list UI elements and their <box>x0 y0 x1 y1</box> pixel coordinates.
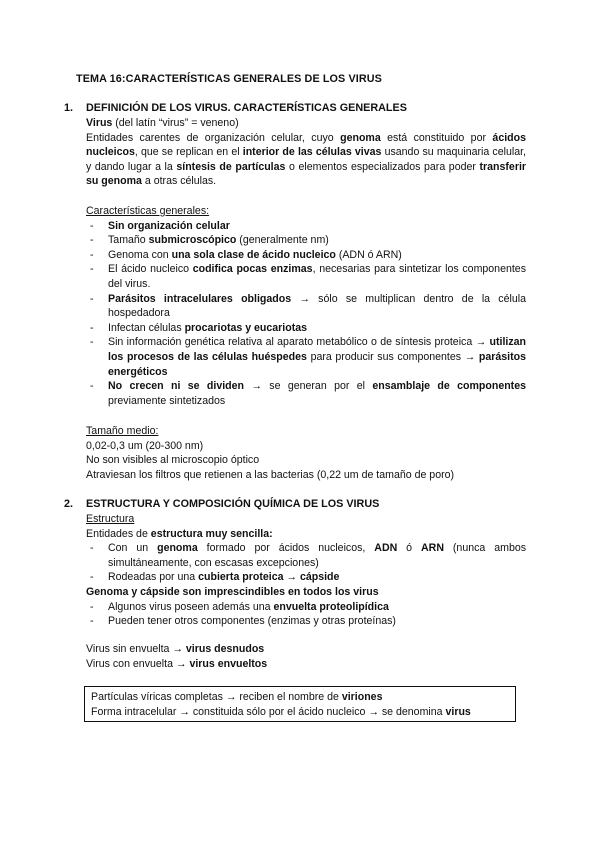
def-text: o elementos especializados para poder <box>285 160 480 173</box>
size-block <box>86 424 526 482</box>
characteristics-heading: Características generales: <box>86 205 210 217</box>
list-item <box>86 262 526 291</box>
list-item <box>86 292 526 321</box>
item-text: → se generan por el <box>243 380 373 393</box>
item-text: Rodeadas por una <box>108 571 199 584</box>
section-1-title: DEFINICIÓN DE LOS VIRUS. CARACTERÍSTICAS GENERALES <box>86 102 407 114</box>
structure-intro <box>86 527 526 542</box>
size-line: Atraviesan los filtros que retienen a las bacterias (0,22 um de tamaño de poro) <box>86 468 455 481</box>
item-text: formado por ácidos nucleicos, <box>197 542 375 555</box>
intro-text: Entidades de <box>86 527 151 540</box>
item-text: previamente sintetizados <box>108 394 226 407</box>
list-item <box>86 600 526 615</box>
structure-bold-line <box>86 585 526 600</box>
item-text: para producir sus componentes → <box>306 350 479 363</box>
list-item <box>86 570 526 585</box>
virus-definition <box>86 131 526 189</box>
def-text: está constituido por <box>380 131 493 144</box>
list-item <box>86 219 526 234</box>
item-text: Sin información genética relativa al aparato metabólico o de síntesis proteica → <box>108 336 490 349</box>
item-text: Genoma con <box>108 248 172 261</box>
list-item <box>86 321 526 336</box>
page-title: TEMA 16:CARACTERÍSTICAS GENERALES DE LOS VIRUS <box>76 73 382 85</box>
def-bold: interior de las células vivas <box>242 146 382 159</box>
virion-definition-box <box>84 686 516 722</box>
item-bold: codifica pocas enzimas <box>192 263 313 276</box>
item-text: Pueden tener otros componentes (enzimas y otras proteínas) <box>108 615 396 628</box>
section-2-title: ESTRUCTURA Y COMPOSICIÓN QUÍMICA DE LOS VIRUS <box>86 498 380 510</box>
bold-line-text: Genoma y cápside son imprescindibles en todos los virus <box>86 585 379 598</box>
def-text: Entidades carentes de organización celular, cuyo <box>86 131 341 144</box>
item-bold: No crecen ni se dividen <box>108 380 244 393</box>
list-item <box>86 335 526 379</box>
structure-block <box>86 512 526 629</box>
line-text: Virus con envuelta → <box>86 657 190 670</box>
size-line: No son visibles al microscopio óptico <box>86 454 260 467</box>
line-bold: virus envueltos <box>189 657 268 670</box>
structure-heading: Estructura <box>86 513 135 525</box>
line-text: Virus sin envuelta → <box>86 643 186 655</box>
virus-definition-block <box>86 116 526 189</box>
item-bold: ADN <box>374 542 398 555</box>
section-2-heading <box>64 497 379 512</box>
item-bold: genoma <box>157 542 198 555</box>
list-item <box>86 379 526 408</box>
item-text: (generalmente nm) <box>236 234 329 247</box>
characteristics-list <box>86 219 526 409</box>
section-2-number: 2. <box>64 498 74 510</box>
envelope-block <box>86 642 526 671</box>
list-item <box>86 233 526 248</box>
item-text: (ADN ó ARN) <box>335 248 402 261</box>
box-line-1 <box>91 690 509 705</box>
def-bold: transferir su genoma <box>86 160 527 188</box>
def-bold: ácidos nucleicos <box>86 131 526 159</box>
characteristics-block <box>86 204 526 408</box>
box-bold: virus <box>445 705 471 718</box>
def-text: usando su maquinaria celular, y dando lugar a la <box>86 146 526 173</box>
virus-etym-text: (del latín “virus” = veneno) <box>112 117 239 129</box>
item-text: ó <box>397 542 422 555</box>
item-text: El ácido nucleico <box>108 263 193 276</box>
item-bold: Sin organización celular <box>108 219 230 232</box>
list-item <box>86 614 526 629</box>
item-text: Tamaño <box>108 234 149 247</box>
item-bold: utilizan los procesos de las células huéspedes <box>108 336 526 363</box>
box-bold: viriones <box>341 691 383 703</box>
size-line: 0,02-0,3 um (20-300 nm) <box>86 439 204 452</box>
box-text: Forma intracelular → constituida sólo por el ácido nucleico → se denomina <box>91 705 446 718</box>
item-text: → sólo se multiplican dentro de la célula hospedadora <box>108 292 526 320</box>
naked-virus-line <box>86 642 526 657</box>
def-text: , que se replican en el <box>134 146 243 159</box>
item-bold: cubierta proteica → cápside <box>198 571 340 584</box>
item-text: (nunca ambos simultáneamente, con escasas excepciones) <box>108 542 527 569</box>
box-text: Partículas víricas completas → reciben el nombre de <box>91 691 342 703</box>
item-bold: envuelta proteolipídica <box>273 600 389 613</box>
section-1-heading <box>64 101 407 116</box>
item-text: Algunos virus poseen además una <box>108 600 274 613</box>
item-bold: procariotas y eucariotas <box>184 321 308 334</box>
item-text: Infectan células <box>108 321 185 334</box>
size-heading: Tamaño medio: <box>86 425 159 437</box>
line-bold: virus desnudos <box>185 643 265 655</box>
item-bold: Parásitos intracelulares obligados <box>108 292 292 305</box>
structure-list-2 <box>86 600 526 629</box>
item-bold: submicroscópico <box>148 234 237 247</box>
box-line-2 <box>91 705 509 720</box>
item-bold: una sola clase de ácido nucleico <box>171 248 336 261</box>
item-bold: parásitos energéticos <box>108 350 526 378</box>
virus-term: Virus <box>86 117 113 129</box>
list-item <box>86 248 526 263</box>
list-item <box>86 541 526 570</box>
item-text: , necesarias para sintetizar los componentes del virus. <box>108 263 526 290</box>
item-text: Con un <box>108 542 158 555</box>
structure-list <box>86 541 526 585</box>
virus-etymology <box>86 116 526 131</box>
enveloped-virus-line <box>86 657 526 672</box>
item-bold: ARN <box>421 542 444 555</box>
section-1-number: 1. <box>64 102 74 114</box>
def-bold: síntesis de partículas <box>176 160 286 173</box>
intro-bold: estructura muy sencilla: <box>150 527 273 540</box>
def-text: a otras células. <box>141 175 217 188</box>
item-bold: ensamblaje de componentes <box>372 380 526 393</box>
def-bold: genoma <box>340 131 381 144</box>
